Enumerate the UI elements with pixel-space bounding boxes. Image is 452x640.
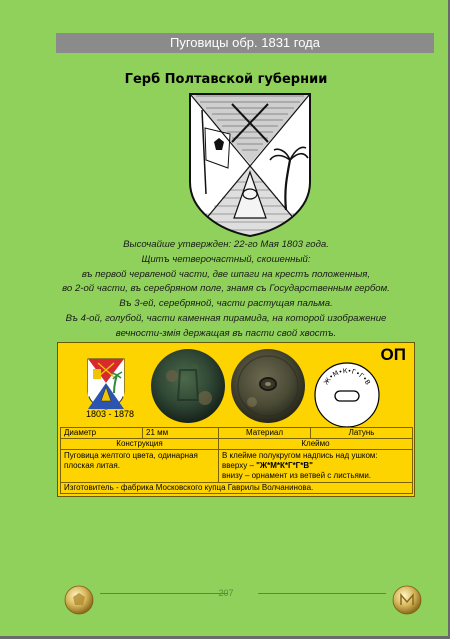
- description-line: въ первой червленой части, две шпаги на крестъ положенныя,: [81, 268, 371, 280]
- mark-label: Клеймо: [219, 439, 413, 450]
- button-front-photo: [150, 348, 226, 424]
- stamp-text: Ж•М•К•Г•Г•В: [322, 366, 373, 387]
- diameter-label: Диаметр: [61, 428, 143, 439]
- description-line: вечности-змія держащая въ пасти свой хвостъ.: [115, 327, 337, 339]
- arms-title: Герб Полтавской губернии: [124, 72, 328, 87]
- description-line: во 2-ой части, въ серебряном поле, знамя съ Государственным гербом.: [62, 283, 390, 295]
- right-coin-icon: [392, 585, 422, 615]
- coat-of-arms-image: [186, 90, 314, 238]
- diameter-value: 21 мм: [143, 428, 219, 439]
- mark-text-line: [222, 461, 409, 471]
- type-code: ОП: [380, 345, 406, 364]
- button-card: [57, 342, 415, 497]
- footer-divider-right: [258, 593, 386, 594]
- description-line: Щитъ четверочастный, скошенный:: [141, 253, 311, 265]
- material-label: Материал: [219, 428, 311, 439]
- small-coat-of-arms-icon: [86, 357, 126, 411]
- material-value: Латунь: [311, 428, 413, 439]
- description-line: Въ 3-ей, серебряной, части растущая пальма.: [119, 298, 333, 310]
- arms-description: [40, 238, 412, 342]
- description-line: Въ 4-ой, голубой, части каменная пирамида, на которой изображение: [65, 312, 387, 324]
- mark-text-prefix: вверху –: [222, 461, 257, 470]
- spec-table: [60, 427, 413, 494]
- mark-code: "Ж*М*К*Г*Г*В": [256, 461, 313, 470]
- mark-text: [219, 450, 413, 483]
- stamp-diagram: [313, 361, 381, 429]
- button-back-photo: [230, 348, 306, 424]
- mark-text-line: В клейме полукругом надпись над ушком:: [222, 451, 378, 460]
- description-line: Высочайше утвержден: 22-го Мая 1803 года.: [123, 239, 329, 250]
- page-number: 207: [218, 588, 234, 598]
- maker-text: Изготовитель - фабрика Московского купца Гаврилы Волчанинова.: [61, 483, 413, 494]
- page-header: Пуговицы обр. 1831 года: [56, 33, 434, 53]
- construction-text: Пуговица желтого цвета, одинарная плоская литая.: [61, 450, 219, 483]
- mark-text-line: внизу – орнамент из ветвей с листьями.: [222, 471, 372, 480]
- construction-label: Конструкция: [61, 439, 219, 450]
- years-range: 1803 - 1878: [85, 409, 135, 419]
